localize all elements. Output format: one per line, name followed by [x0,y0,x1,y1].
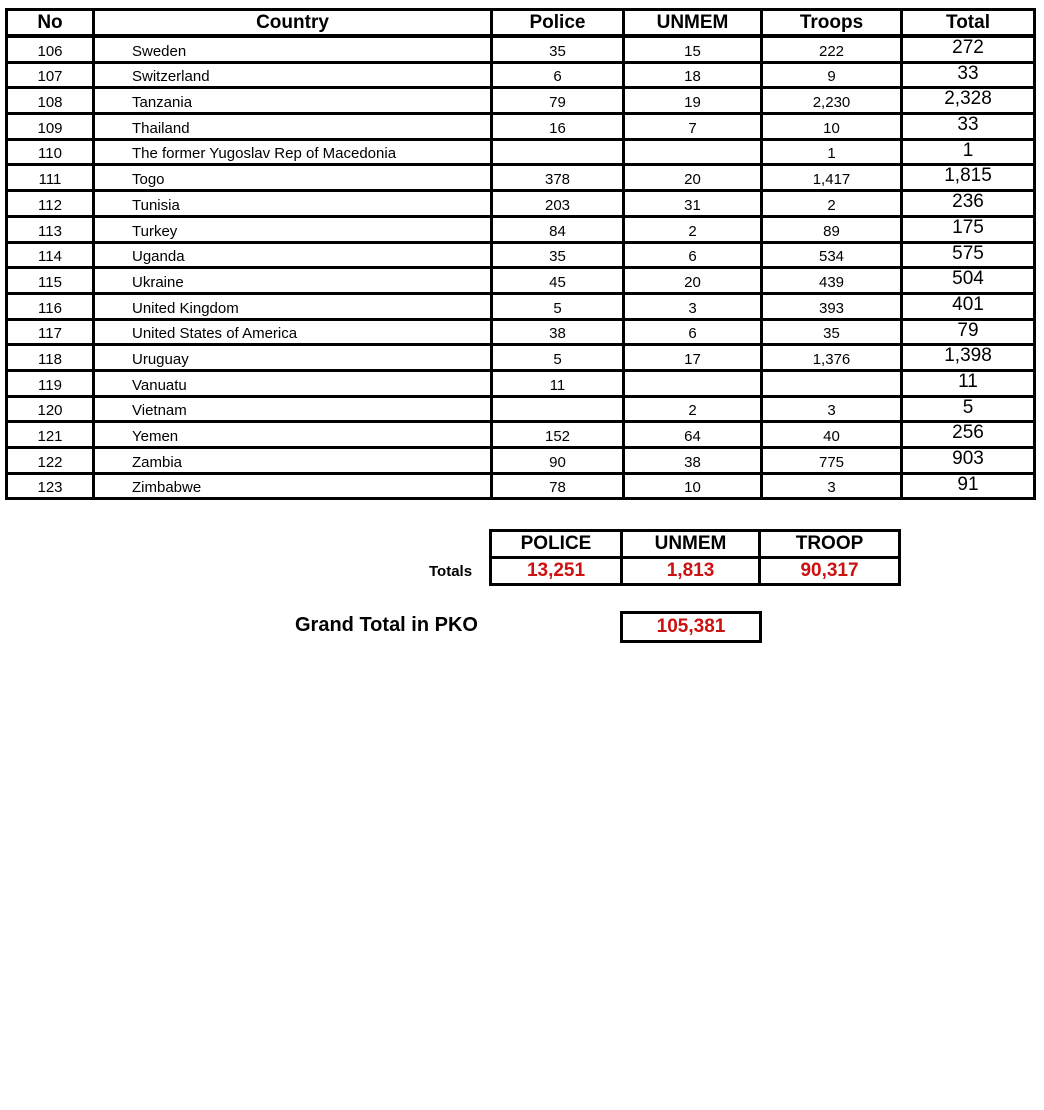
table-row [7,191,1035,217]
cell-police: 35 [492,36,624,62]
cell-troops: 1,376 [762,345,902,371]
cell-total: 256 [902,422,1035,448]
cell-country: Sweden [94,36,492,62]
table-header-row [7,10,1035,37]
table-row [7,293,1035,319]
cell-total: 33 [902,62,1035,88]
cell-no: 117 [7,319,94,345]
cell-no: 111 [7,165,94,191]
table-row [7,242,1035,268]
grand-total-label: Grand Total in PKO [295,614,478,636]
cell-troops: 534 [762,242,902,268]
cell-police: 11 [492,370,624,396]
cell-troops: 40 [762,422,902,448]
cell-troops: 35 [762,319,902,345]
cell-no: 118 [7,345,94,371]
cell-police: 79 [492,88,624,114]
totals-table [489,529,901,586]
cell-no: 113 [7,216,94,242]
cell-country: Vietnam [94,396,492,422]
totals-troop-header: TROOP [760,531,900,558]
totals-police-value: 13,251 [491,558,622,585]
cell-unmem: 20 [624,268,762,294]
totals-unmem-value: 1,813 [622,558,760,585]
cell-total: 11 [902,370,1035,396]
header-country: Country [94,10,492,37]
cell-police: 84 [492,216,624,242]
cell-police: 38 [492,319,624,345]
cell-police: 35 [492,242,624,268]
cell-troops [762,370,902,396]
cell-country: United Kingdom [94,293,492,319]
cell-country: Yemen [94,422,492,448]
table-row [7,473,1035,499]
cell-country: United States of America [94,319,492,345]
cell-no: 122 [7,448,94,474]
cell-police: 78 [492,473,624,499]
cell-police: 45 [492,268,624,294]
cell-police: 6 [492,62,624,88]
cell-troops: 1,417 [762,165,902,191]
totals-unmem-header: UNMEM [622,531,760,558]
cell-troops: 439 [762,268,902,294]
cell-country: Uganda [94,242,492,268]
cell-no: 114 [7,242,94,268]
cell-unmem: 6 [624,242,762,268]
cell-troops: 10 [762,114,902,140]
cell-troops: 3 [762,473,902,499]
cell-country: Ukraine [94,268,492,294]
cell-police: 16 [492,114,624,140]
header-no: No [7,10,94,37]
cell-total: 1,398 [902,345,1035,371]
cell-unmem: 17 [624,345,762,371]
cell-police: 203 [492,191,624,217]
cell-police: 90 [492,448,624,474]
header-police: Police [492,10,624,37]
cell-police: 378 [492,165,624,191]
table-row [7,88,1035,114]
header-total: Total [902,10,1035,37]
cell-unmem: 2 [624,396,762,422]
cell-troops: 775 [762,448,902,474]
cell-unmem: 15 [624,36,762,62]
cell-no: 107 [7,62,94,88]
cell-troops: 1 [762,139,902,165]
cell-troops: 9 [762,62,902,88]
cell-unmem: 64 [624,422,762,448]
contributions-table [5,8,1036,500]
cell-unmem: 38 [624,448,762,474]
cell-total: 175 [902,216,1035,242]
cell-troops: 2 [762,191,902,217]
cell-no: 115 [7,268,94,294]
table-row [7,345,1035,371]
cell-unmem: 19 [624,88,762,114]
table-row [7,396,1035,422]
table-row [7,319,1035,345]
cell-total: 504 [902,268,1035,294]
cell-total: 33 [902,114,1035,140]
cell-country: Thailand [94,114,492,140]
cell-country: Togo [94,165,492,191]
cell-total: 79 [902,319,1035,345]
table-row [7,36,1035,62]
totals-value-row [491,558,900,585]
cell-country: Uruguay [94,345,492,371]
table-row [7,139,1035,165]
cell-police: 5 [492,293,624,319]
cell-unmem: 20 [624,165,762,191]
cell-police [492,396,624,422]
table-row [7,448,1035,474]
cell-police [492,139,624,165]
cell-troops: 2,230 [762,88,902,114]
totals-header-row [491,531,900,558]
grand-total-value: 105,381 [620,611,762,643]
cell-no: 119 [7,370,94,396]
header-troops: Troops [762,10,902,37]
cell-unmem: 6 [624,319,762,345]
cell-total: 1,815 [902,165,1035,191]
cell-country: Switzerland [94,62,492,88]
cell-country: Tanzania [94,88,492,114]
cell-total: 5 [902,396,1035,422]
table-row [7,62,1035,88]
table-row [7,370,1035,396]
cell-country: Vanuatu [94,370,492,396]
cell-unmem: 18 [624,62,762,88]
cell-country: Zimbabwe [94,473,492,499]
cell-unmem [624,139,762,165]
totals-troop-value: 90,317 [760,558,900,585]
cell-total: 903 [902,448,1035,474]
table-row [7,268,1035,294]
cell-police: 5 [492,345,624,371]
cell-unmem [624,370,762,396]
cell-troops: 222 [762,36,902,62]
cell-no: 120 [7,396,94,422]
cell-police: 152 [492,422,624,448]
totals-police-header: POLICE [491,531,622,558]
cell-unmem: 2 [624,216,762,242]
table-row [7,114,1035,140]
cell-no: 108 [7,88,94,114]
cell-total: 1 [902,139,1035,165]
cell-no: 123 [7,473,94,499]
totals-label: Totals [429,563,473,580]
cell-no: 116 [7,293,94,319]
cell-total: 272 [902,36,1035,62]
cell-country: The former Yugoslav Rep of Macedonia [94,139,492,165]
cell-country: Zambia [94,448,492,474]
header-unmem: UNMEM [624,10,762,37]
cell-total: 236 [902,191,1035,217]
cell-unmem: 7 [624,114,762,140]
table-row [7,422,1035,448]
cell-troops: 393 [762,293,902,319]
cell-troops: 3 [762,396,902,422]
cell-total: 91 [902,473,1035,499]
cell-no: 110 [7,139,94,165]
cell-country: Tunisia [94,191,492,217]
cell-unmem: 3 [624,293,762,319]
cell-no: 109 [7,114,94,140]
cell-total: 401 [902,293,1035,319]
cell-total: 575 [902,242,1035,268]
cell-troops: 89 [762,216,902,242]
table-row [7,165,1035,191]
cell-total: 2,328 [902,88,1035,114]
cell-no: 112 [7,191,94,217]
cell-unmem: 10 [624,473,762,499]
table-row [7,216,1035,242]
cell-unmem: 31 [624,191,762,217]
cell-no: 121 [7,422,94,448]
cell-no: 106 [7,36,94,62]
cell-country: Turkey [94,216,492,242]
